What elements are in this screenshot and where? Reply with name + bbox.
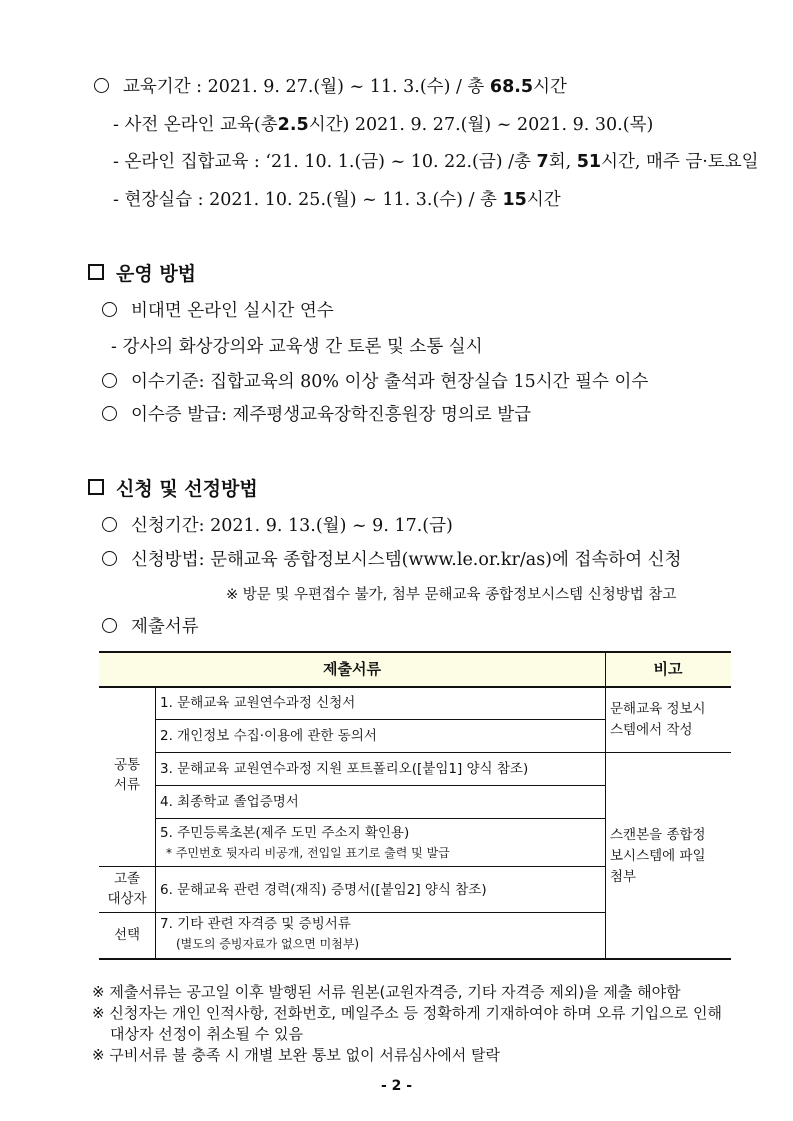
note-system-write: 문해교육 정보시 스템에서 작성 <box>610 701 706 738</box>
header-note: 비고 <box>653 660 683 678</box>
circle-bullet-icon <box>102 618 117 633</box>
group-optional: 선택 <box>113 927 141 943</box>
documents-table <box>99 651 731 960</box>
operation-item-1-sub: - 강사의 화상강의와 교육생 간 토론 및 소통 실시 <box>111 337 483 357</box>
circle-bullet-icon <box>102 406 117 421</box>
application-docs: 제출서류 <box>102 613 199 638</box>
application-method-note: ※ 방문 및 우편접수 불가, 첨부 문해교육 종합정보시스템 신청방법 참고 <box>226 587 677 603</box>
section-heading-application: 신청 및 선정방법 <box>88 474 258 501</box>
table-row: 4. 최종학교 졸업증명서 <box>160 794 299 810</box>
operation-item-1: 비대면 온라인 실시간 연수 <box>102 297 334 322</box>
group-grad: 고졸 대상자 <box>107 871 147 907</box>
circle-bullet-icon <box>102 302 117 317</box>
circle-bullet-icon <box>102 373 117 388</box>
header-docs: 제출서류 <box>323 660 381 678</box>
footnote-1: ※ 제출서류는 공고일 이후 발행된 서류 원본(교원자격증, 기타 자격증 제외)을 제출 해야함 <box>92 983 681 1001</box>
table-row: 7. 기타 관련 자격증 및 증빙서류 (별도의 증빙자료가 없으면 미첨부) <box>160 916 360 951</box>
application-period: 신청기간: 2021. 9. 13.(월) ~ 9. 17.(금) <box>102 512 453 537</box>
operation-item-2: 이수기준: 집합교육의 80% 이상 출석과 현장실습 15시간 필수 이수 <box>102 368 648 393</box>
square-bullet-icon <box>88 264 104 280</box>
section-heading-operation: 운영 방법 <box>88 259 196 286</box>
footnote-2-cont: 대상자 선정이 취소될 수 있음 <box>110 1025 303 1043</box>
group-common: 공통 서류 <box>113 757 141 793</box>
page-number: - 2 - <box>380 1078 413 1094</box>
note-scan-upload: 스캔본을 종합정 보시스템에 파일 첨부 <box>610 827 706 885</box>
footnote-3: ※ 구비서류 불 충족 시 개별 보완 통보 없이 서류심사에서 탈락 <box>92 1046 501 1064</box>
circle-bullet-icon <box>102 551 117 566</box>
edu-period-sub3: - 현장실습 : 2021. 10. 25.(월) ~ 11. 3.(수) / 총 15시간 <box>113 190 561 210</box>
table-row: 3. 문해교육 교원연수과정 지원 포트폴리오([붙임1] 양식 참조) <box>160 761 529 777</box>
table-row: 2. 개인정보 수집·이용에 관한 동의서 <box>160 728 377 744</box>
operation-item-3: 이수증 발급: 제주평생교육장학진흥원장 명의로 발급 <box>102 401 531 426</box>
edu-period-line: 교육기간 : 2021. 9. 27.(월) ~ 11. 3.(수) / 총 68.5시간 <box>94 73 567 98</box>
table-row: 1. 문해교육 교원연수과정 신청서 <box>160 695 356 711</box>
circle-bullet-icon <box>94 78 109 93</box>
table-row: 6. 문해교육 관련 경력(재직) 증명서([붙임2] 양식 참조) <box>160 882 487 898</box>
footnote-2: ※ 신청자는 개인 인적사항, 전화번호, 메일주소 등 정확하게 기재하여야 하며 오류 기입으로 인해 <box>92 1004 722 1022</box>
circle-bullet-icon <box>102 517 117 532</box>
application-method: 신청방법: 문해교육 종합정보시스템(www.le.or.kr/as)에 접속하여 신청 <box>102 546 681 571</box>
edu-period-sub2: - 온라인 집합교육 : ‘21. 10. 1.(금) ~ 10. 22.(금) /총 7회, 51시간, 매주 금·토요일 <box>113 152 759 172</box>
square-bullet-icon <box>88 479 104 495</box>
edu-period-sub1: - 사전 온라인 교육(총2.5시간) 2021. 9. 27.(월) ~ 2021. 9. 30.(목) <box>113 115 654 135</box>
table-row: 5. 주민등록초본(제주 도민 주소지 확인용) * 주민번호 뒷자리 비공개, 전입일 표기로 출력 및 발급 <box>160 825 450 860</box>
